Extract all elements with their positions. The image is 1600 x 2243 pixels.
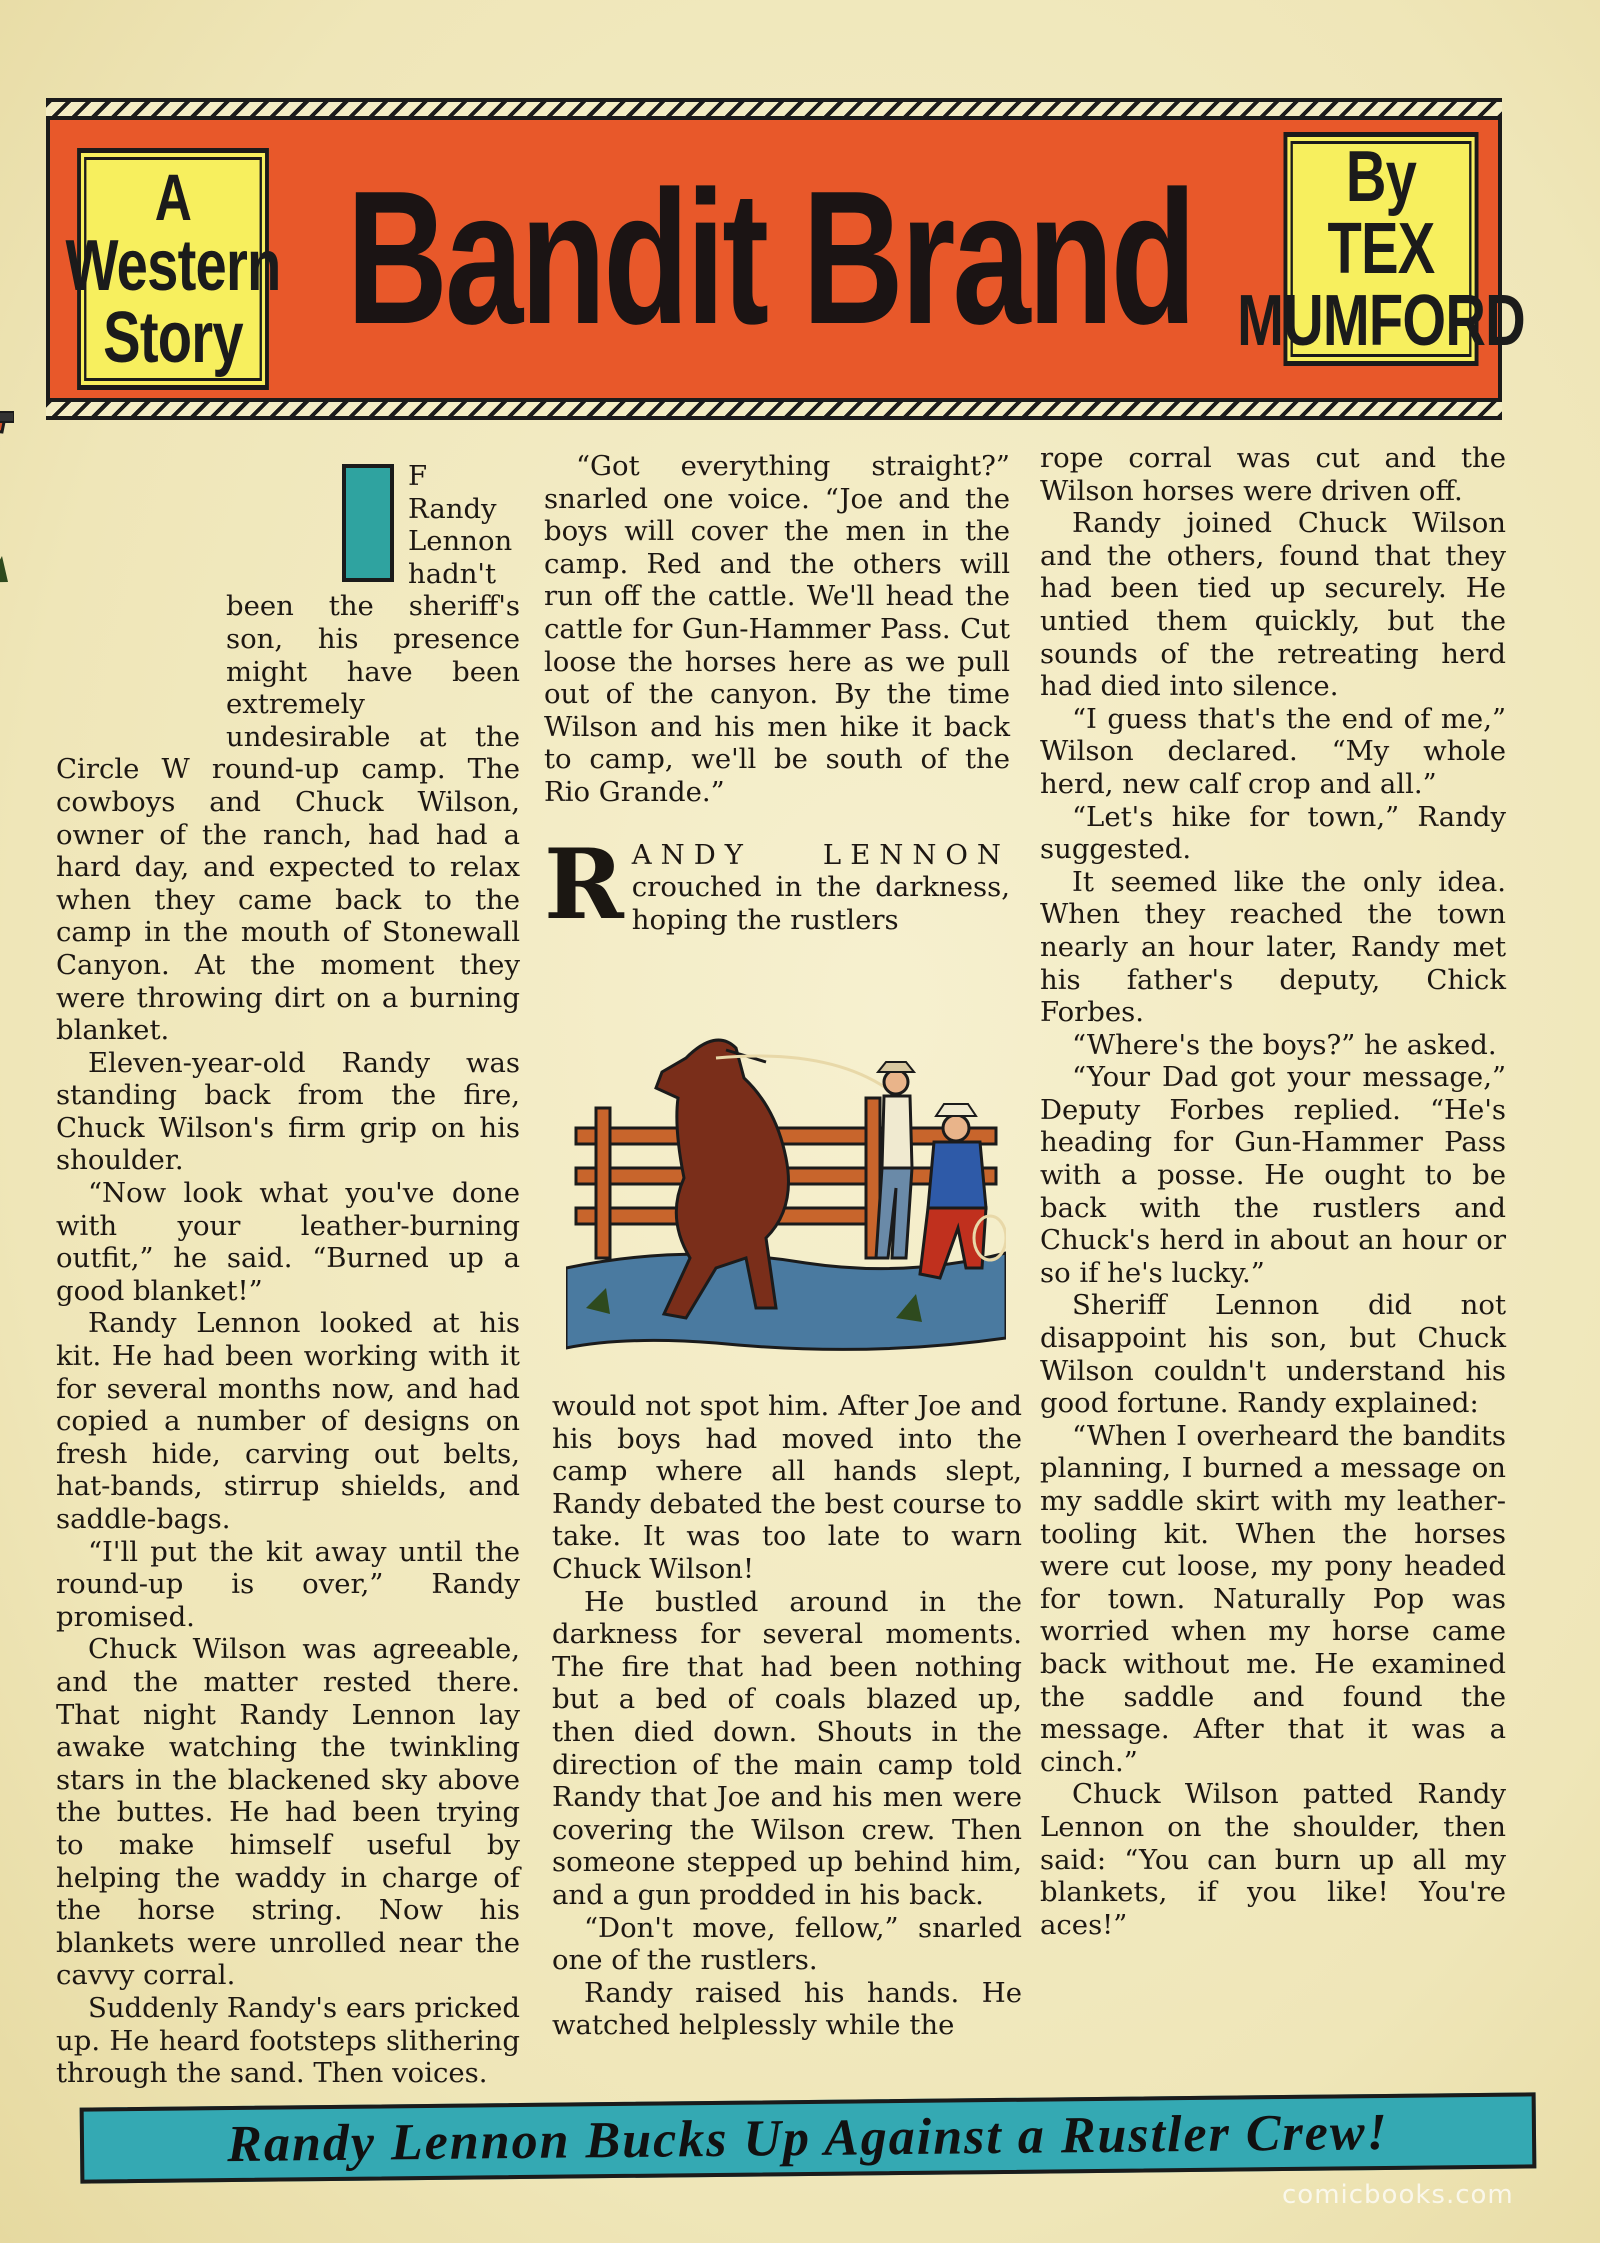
text-column-3: [1040, 442, 1506, 1941]
paragraph: “Let's hike for town,” Randy suggested.: [1040, 800, 1506, 866]
paragraph: “When I overheard the bandits planning, I burned a message on my saddle skirt with my leather-tooling kit. When the horses were cut loose, my pony headed for town. Naturally Pop was worried when my horse came back without me. He examined the saddle and found the message. After that it was a cinch.”: [1040, 1419, 1506, 1778]
story-title: Bandit Brand: [346, 152, 1194, 364]
story-type-label: [65, 148, 281, 390]
paragraph: would not spot him. After Joe and his boys had moved into the camp where all hands slept, Randy debated the best course to take. It was too late to warn Chuck Wilson!: [552, 1390, 1022, 1585]
text-column-2: [544, 450, 1010, 941]
byline-line: MUMFORD: [1237, 281, 1525, 361]
bucking-horse-illustration: [566, 1018, 1006, 1358]
paragraph: “Your Dad got your message,” Deputy Forbes replied. “He's heading for Gun-Hammer Pass with a posse. He ought to be back with the rustlers and Chuck's herd in about an hour or so if he's lucky.”: [1040, 1061, 1506, 1289]
text-column-2-continued: [552, 1390, 1022, 2042]
paragraph: He bustled around in the darkness for several moments. The fire that had been nothing but a bed of coals blazed up, then died down. Shouts in the direction of the main camp told Randy that Joe and his men were covering the Wilson crew. Then someone stepped up behind him, and a gun prodded in his back.: [552, 1585, 1022, 1911]
label-line: Western: [65, 226, 281, 306]
paragraph: “Where's the boys?” he asked.: [1072, 1028, 1497, 1061]
drop-cap-r: R: [544, 827, 624, 941]
watermark: comicbooks.com: [1282, 2180, 1514, 2210]
paragraph: “I guess that's the end of me,” Wilson declared. “My whole herd, new calf crop and all.”: [1040, 702, 1506, 800]
paragraph: “Don't move, fellow,” snarled one of the rustlers.: [552, 1911, 1022, 1977]
paragraph: “Got everything straight?” snarled one voice. “Joe and the boys will cover the men in the camp. Red and the others will run off the cattle. We'll head the cattle for Gun-Hammer Pass. Cut loose the horses here as we pull out of the canyon. By the time Wilson and his men hike it back to camp, we'll be south of the Rio Grande.”: [544, 450, 1010, 808]
byline-line: TEX: [1327, 209, 1435, 289]
illustration-spacer: [56, 460, 226, 730]
section-lead: ANDY LENNON: [631, 838, 1010, 871]
paragraph: Chuck Wilson was agreeable, and the matter rested there. That night Randy Lennon lay awake watching the twinkling stars in the blackened sky above the buttes. He had been trying to make himself useful by helping the waddy in charge of the horse string. Now his blankets were unrolled near the cavvy corral.: [56, 1633, 520, 1992]
label-line: Story: [103, 298, 243, 378]
byline-line: By: [1345, 137, 1417, 217]
footer-tagline-banner: [80, 2092, 1537, 2183]
paragraph: Randy joined Chuck Wilson and the others, found that they had been tied up securely. He untied them quickly, but the sounds of the retreating herd had died into silence.: [1040, 507, 1506, 703]
paragraph: “I'll put the kit away until the round-up is over,” Randy promised.: [56, 1535, 520, 1633]
section-break-paragraph: [544, 827, 1010, 941]
cowboy-gunslinger-illustration: [0, 342, 14, 612]
opening-paragraph: F Randy Lennon hadn't been the sheriff's son, his presence might have been extremely undesirable at the Circle W round-up camp. The cowboys and Chuck Wilson, owner of the ranch, had had a hard day, and expected to relax when they came back to the camp in the mouth of Stonewall Canyon. At the moment they were throwing dirt on a burning blanket.: [56, 460, 520, 1047]
paragraph: Randy raised his hands. He watched helplessly while the: [552, 1976, 1022, 2042]
paragraph: Eleven-year-old Randy was standing back from the fire, Chuck Wilson's firm grip on his shoulder.: [56, 1046, 520, 1177]
paragraph: “Now look what you've done with your leather-burning outfit,” he said. “Burned up a good blanket!”: [56, 1177, 520, 1307]
header-border-bottom: [46, 398, 1502, 420]
paragraph: Sheriff Lennon did not disappoint his son, but Chuck Wilson couldn't understand his good fortune. Randy explained:: [1040, 1289, 1506, 1420]
footer-tagline: Randy Lennon Bucks Up Against a Rustler Crew!: [226, 2103, 1390, 2173]
paragraph: rope corral was cut and the Wilson horses were driven off.: [1040, 442, 1506, 507]
author-byline: [1237, 132, 1525, 366]
label-line: A: [154, 160, 192, 234]
paragraph: Chuck Wilson patted Randy Lennon on the shoulder, then said: “You can burn up all my blankets, if you like! You're aces!”: [1040, 1778, 1506, 1941]
paragraph: Randy Lennon looked at his kit. He had been working with it for several months now, and had copied a number of designs on fresh hide, carving out belts, hat-bands, stirrup shields, and saddle-bags.: [56, 1307, 520, 1535]
section-text: crouched in the darkness, hoping the rustlers: [631, 871, 1010, 936]
paragraph: It seemed like the only idea. When they reached the town nearly an hour later, Randy met his father's deputy, Chick Forbes.: [1040, 865, 1506, 1029]
header-border-top: [46, 98, 1502, 120]
text-column-1: [56, 460, 520, 2090]
drop-cap-i: [342, 464, 394, 582]
paragraph: Suddenly Randy's ears pricked up. He heard footsteps slithering through the sand. Then voices.: [56, 1991, 520, 2090]
